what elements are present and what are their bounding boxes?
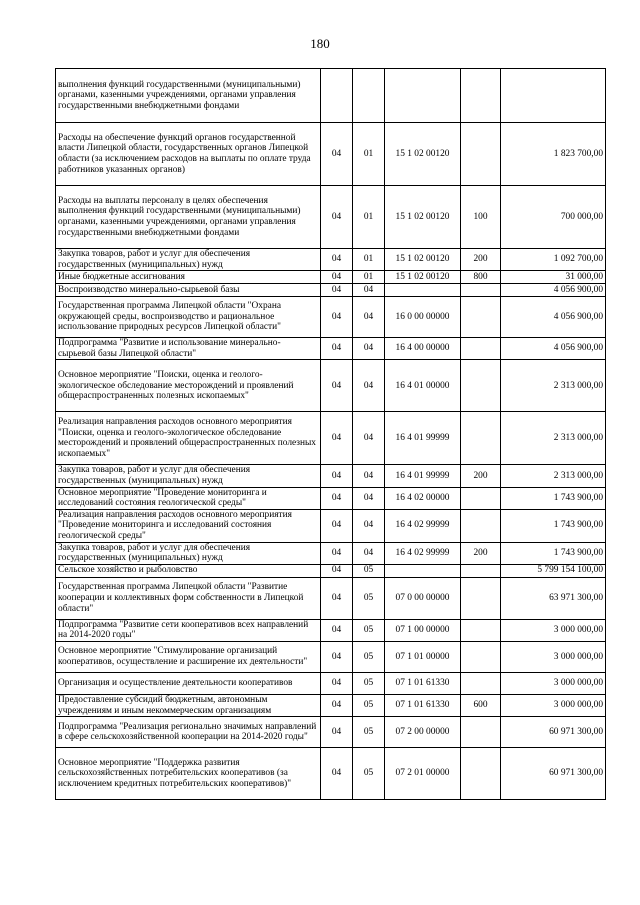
cell-section: 04 [321,748,353,800]
cell-name: Предоставление субсидий бюджетным, автономным учреждениям и иным некоммерческим организациям [56,694,321,716]
table-row [56,542,606,564]
cell-amount: 4 056 900,00 [501,338,606,360]
cell-expense-type [461,672,501,694]
cell-name: Основное мероприятие "Поддержка развития сельскохозяйственных потребительских кооперативов (за исключением кредитных потребительских кооперативов)" [56,748,321,800]
cell-target-article [385,69,461,123]
cell-target-article [385,564,461,577]
cell-target-article: 16 4 01 00000 [385,360,461,412]
cell-amount: 3 000 000,00 [501,619,606,641]
cell-name: Основное мероприятие "Стимулирование организаций кооперативов, осуществление и расширение их деятельности" [56,641,321,672]
cell-name: Реализация направления расходов основного мероприятия "Поиски, оценка и геолого-экологическое обследование месторождений и проявлений общераспространенных полезных ископаемых" [56,412,321,465]
cell-amount: 60 971 300,00 [501,717,606,748]
cell-name: Основное мероприятие "Поиски, оценка и геолого-экологическое обследование месторождений и проявлений общераспространенных полезных ископаемых" [56,360,321,412]
cell-subsection: 05 [353,564,385,577]
cell-expense-type [461,717,501,748]
cell-target-article: 16 4 02 99999 [385,542,461,564]
cell-subsection: 05 [353,672,385,694]
cell-name: Подпрограмма "Развитие сети кооперативов всех направлений на 2014-2020 годы" [56,619,321,641]
cell-name: Основное мероприятие "Проведение мониторинга и исследований состояния геологической среды" [56,487,321,509]
cell-target-article: 15 1 02 00120 [385,271,461,284]
table-row [56,186,606,249]
cell-subsection: 05 [353,748,385,800]
cell-target-article: 16 4 02 00000 [385,487,461,509]
cell-expense-type [461,297,501,338]
cell-section: 04 [321,186,353,249]
cell-expense-type [461,284,501,297]
table-body [56,69,606,800]
cell-name: Государственная программа Липецкой области "Развитие кооперации и коллективных форм собственности в Липецкой области" [56,577,321,619]
cell-amount: 5 799 154 100,00 [501,564,606,577]
cell-section: 04 [321,123,353,186]
cell-section: 04 [321,487,353,509]
cell-amount: 1 743 900,00 [501,509,606,542]
cell-target-article: 16 4 00 00000 [385,338,461,360]
cell-target-article: 07 1 00 00000 [385,619,461,641]
cell-section: 04 [321,577,353,619]
cell-subsection: 01 [353,249,385,271]
cell-expense-type: 200 [461,465,501,487]
table-row [56,465,606,487]
cell-subsection: 01 [353,123,385,186]
cell-amount: 3 000 000,00 [501,694,606,716]
table-row [56,412,606,465]
cell-amount: 4 056 900,00 [501,284,606,297]
table-row [56,284,606,297]
cell-section: 04 [321,284,353,297]
cell-section: 04 [321,412,353,465]
cell-expense-type [461,619,501,641]
cell-amount: 4 056 900,00 [501,297,606,338]
cell-target-article: 16 4 01 99999 [385,465,461,487]
table-row [56,717,606,748]
cell-section: 04 [321,672,353,694]
cell-expense-type [461,748,501,800]
cell-expense-type [461,412,501,465]
cell-subsection: 04 [353,412,385,465]
cell-name: Закупка товаров, работ и услуг для обеспечения государственных (муниципальных) нужд [56,465,321,487]
cell-section [321,69,353,123]
cell-target-article: 07 1 01 61330 [385,694,461,716]
cell-subsection: 01 [353,271,385,284]
cell-target-article [385,284,461,297]
cell-section: 04 [321,619,353,641]
budget-table [55,68,606,800]
cell-name: Подпрограмма "Реализация регионально значимых направлений в сфере сельскохозяйственной кооперации на 2014-2020 годы" [56,717,321,748]
cell-section: 04 [321,338,353,360]
cell-target-article: 15 1 02 00120 [385,186,461,249]
cell-target-article: 07 1 01 61330 [385,672,461,694]
cell-amount: 1 743 900,00 [501,542,606,564]
cell-subsection: 04 [353,509,385,542]
cell-subsection: 05 [353,717,385,748]
cell-section: 04 [321,297,353,338]
cell-section: 04 [321,271,353,284]
cell-target-article: 16 0 00 00000 [385,297,461,338]
cell-section: 04 [321,694,353,716]
cell-amount: 31 000,00 [501,271,606,284]
cell-amount: 2 313 000,00 [501,360,606,412]
cell-amount: 1 092 700,00 [501,249,606,271]
cell-name: Организация и осуществление деятельности кооперативов [56,672,321,694]
cell-expense-type [461,360,501,412]
cell-subsection: 05 [353,694,385,716]
cell-section: 04 [321,360,353,412]
cell-expense-type: 600 [461,694,501,716]
cell-subsection [353,69,385,123]
cell-name: Реализация направления расходов основного мероприятия "Проведение мониторинга и исследований состояния геологической среды" [56,509,321,542]
cell-amount: 2 313 000,00 [501,412,606,465]
table-row [56,360,606,412]
cell-subsection: 04 [353,360,385,412]
cell-expense-type [461,69,501,123]
cell-amount: 2 313 000,00 [501,465,606,487]
cell-section: 04 [321,509,353,542]
cell-subsection: 04 [353,284,385,297]
cell-target-article: 07 1 01 00000 [385,641,461,672]
cell-subsection: 04 [353,542,385,564]
cell-amount [501,69,606,123]
cell-name: Подпрограмма "Развитие и использование минерально-сырьевой базы Липецкой области" [56,338,321,360]
cell-subsection: 04 [353,465,385,487]
cell-name: Расходы на обеспечение функций органов государственной власти Липецкой области, государственных органов Липецкой области (за исключением расходов на выплаты по оплате труда работников указанных органов) [56,123,321,186]
cell-expense-type [461,338,501,360]
cell-amount: 3 000 000,00 [501,672,606,694]
table-row [56,123,606,186]
cell-section: 04 [321,641,353,672]
cell-section: 04 [321,542,353,564]
table-row [56,748,606,800]
cell-amount: 60 971 300,00 [501,748,606,800]
cell-target-article: 15 1 02 00120 [385,249,461,271]
cell-expense-type [461,564,501,577]
page-number: 180 [310,36,330,51]
cell-name: Сельское хозяйство и рыболовство [56,564,321,577]
table-row [56,297,606,338]
table-row [56,619,606,641]
cell-expense-type [461,123,501,186]
cell-expense-type [461,577,501,619]
cell-subsection: 05 [353,641,385,672]
cell-expense-type: 200 [461,542,501,564]
cell-subsection: 05 [353,619,385,641]
cell-subsection: 01 [353,186,385,249]
cell-section: 04 [321,249,353,271]
cell-subsection: 04 [353,487,385,509]
cell-amount: 3 000 000,00 [501,641,606,672]
table-row [56,509,606,542]
table-row [56,641,606,672]
table-row [56,271,606,284]
cell-expense-type [461,487,501,509]
table-row [56,564,606,577]
cell-amount: 700 000,00 [501,186,606,249]
cell-expense-type: 800 [461,271,501,284]
cell-expense-type: 200 [461,249,501,271]
cell-target-article: 15 1 02 00120 [385,123,461,186]
cell-name: Воспроизводство минерально-сырьевой базы [56,284,321,297]
cell-expense-type [461,509,501,542]
cell-expense-type [461,641,501,672]
table-row [56,249,606,271]
cell-section: 04 [321,465,353,487]
cell-name: Иные бюджетные ассигнования [56,271,321,284]
cell-name: Государственная программа Липецкой области "Охрана окружающей среды, воспроизводство и рациональное использование природных ресурсов Липецкой области" [56,297,321,338]
cell-target-article: 16 4 01 99999 [385,412,461,465]
cell-name: Расходы на выплаты персоналу в целях обеспечения выполнения функций государственными (муниципальными) органами, казенными учреждениями, органами управления государственными внебюджетными фондами [56,186,321,249]
cell-subsection: 05 [353,577,385,619]
cell-section: 04 [321,717,353,748]
cell-amount: 1 823 700,00 [501,123,606,186]
cell-target-article: 07 2 01 00000 [385,748,461,800]
cell-amount: 63 971 300,00 [501,577,606,619]
cell-target-article: 07 2 00 00000 [385,717,461,748]
cell-target-article: 07 0 00 00000 [385,577,461,619]
table-row [56,487,606,509]
cell-name: Закупка товаров, работ и услуг для обеспечения государственных (муниципальных) нужд [56,249,321,271]
table-row [56,694,606,716]
cell-name: Закупка товаров, работ и услуг для обеспечения государственных (муниципальных) нужд [56,542,321,564]
cell-amount: 1 743 900,00 [501,487,606,509]
table-row [56,577,606,619]
cell-expense-type: 100 [461,186,501,249]
table-row [56,338,606,360]
cell-section: 04 [321,564,353,577]
cell-subsection: 04 [353,338,385,360]
cell-name: выполнения функций государственными (муниципальными) органами, казенными учреждениями, органами управления государственными внебюджетными фондами [56,69,321,123]
table-row [56,672,606,694]
cell-subsection: 04 [353,297,385,338]
table-row [56,69,606,123]
cell-target-article: 16 4 02 99999 [385,509,461,542]
